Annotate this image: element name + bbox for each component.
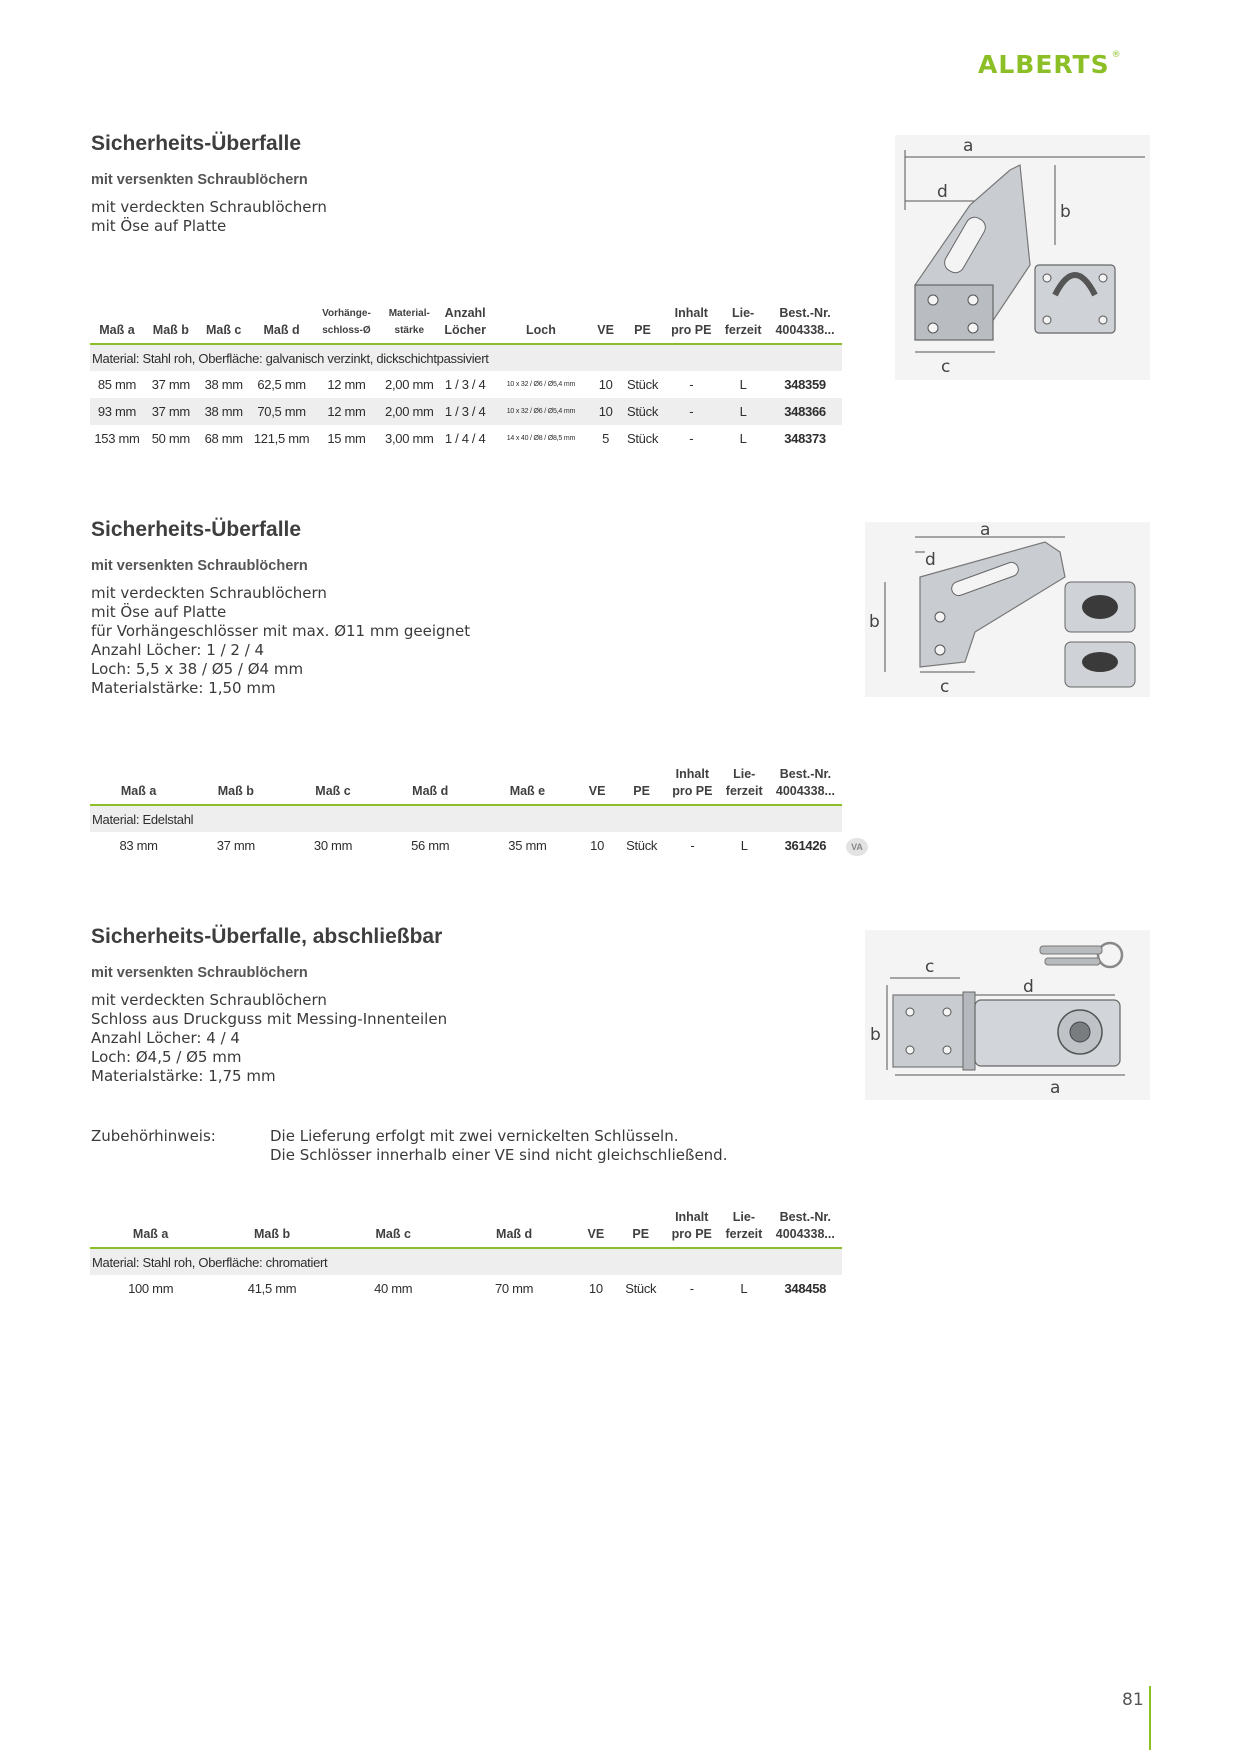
description-line: mit verdeckten Schraublöchern xyxy=(91,198,327,216)
cell-thickness: 3,00 mm xyxy=(385,431,434,446)
table-header-row xyxy=(90,764,842,805)
accessory-line: Die Schlösser innerhalb einer VE sind nicht gleichschließend. xyxy=(270,1146,728,1164)
cell-pe: Stück xyxy=(627,377,659,392)
cell-mass-a: 100 mm xyxy=(128,1281,174,1296)
col-header: Lie- ferzeit xyxy=(720,764,769,805)
cell-ve: 10 xyxy=(598,377,613,392)
cell-mass-d: 70,5 mm xyxy=(250,398,314,425)
cell-ve: 5 xyxy=(602,431,610,446)
cell-order-number: 348458 xyxy=(784,1281,827,1296)
cell-mass-b: 50 mm xyxy=(151,431,190,446)
dim-label-c: c xyxy=(940,677,950,697)
dim-label-a: a xyxy=(1050,1078,1061,1098)
accessory-note xyxy=(270,1127,727,1165)
section-subtitle: mit versenkten Schraublöchern xyxy=(91,172,308,188)
cell-order-number: 361426 xyxy=(784,838,827,853)
col-header: Maß e xyxy=(479,764,576,805)
cell-mass-c: 40 mm xyxy=(374,1281,413,1296)
col-header: Maß b xyxy=(211,1207,333,1248)
dim-label-b: b xyxy=(1060,202,1071,222)
description-line: Materialstärke: 1,75 mm xyxy=(91,1067,276,1085)
material-row xyxy=(90,805,842,832)
cell-mass-a: 85 mm xyxy=(97,377,137,392)
description-line: Anzahl Löcher: 1 / 2 / 4 xyxy=(91,641,265,659)
dim-label-c: c xyxy=(941,357,951,377)
product-image-1 xyxy=(895,135,1150,380)
cell-mass-c: 38 mm xyxy=(198,398,250,425)
cell-holes: 1 / 3 / 4 xyxy=(439,398,491,425)
table-row xyxy=(90,425,842,452)
table-row xyxy=(90,1275,842,1302)
cell-mass-b: 37 mm xyxy=(144,398,198,425)
col-header: Maß a xyxy=(90,1207,211,1248)
cell-holes: 1 / 4 / 4 xyxy=(444,431,486,446)
col-header: Maß a xyxy=(90,764,187,805)
col-header: Maß d xyxy=(382,764,479,805)
cell-mass-c: 38 mm xyxy=(204,377,243,392)
cell-padlock: 12 mm xyxy=(314,398,380,425)
col-header: Lie- ferzeit xyxy=(719,1207,768,1248)
dim-label-a: a xyxy=(980,522,991,540)
description-line: Loch: Ø4,5 / Ø5 mm xyxy=(91,1048,242,1066)
description-line: mit Öse auf Platte xyxy=(91,603,227,621)
description-line: Loch: 5,5 x 38 / Ø5 / Ø4 mm xyxy=(91,660,304,678)
col-header: Maß b xyxy=(187,764,284,805)
dim-label-c: c xyxy=(925,957,935,977)
cell-padlock: 15 mm xyxy=(327,431,366,446)
col-header: VE xyxy=(576,764,618,805)
cell-mass-d: 70 mm xyxy=(494,1281,534,1296)
cell-ve: 10 xyxy=(591,398,621,425)
col-header: Maß c xyxy=(198,303,250,344)
cell-mass-a: 83 mm xyxy=(119,838,158,853)
cell-order-number: 348366 xyxy=(768,398,842,425)
col-header: VE xyxy=(575,1207,618,1248)
col-header: PE xyxy=(618,764,665,805)
col-header: Inhalt pro PE xyxy=(664,303,718,344)
table-row xyxy=(90,398,842,425)
col-header: Inhalt pro PE xyxy=(664,1207,719,1248)
dim-label-d: d xyxy=(925,550,936,570)
cell-pe: Stück xyxy=(621,398,665,425)
description-line: mit verdeckten Schraublöchern xyxy=(91,991,327,1009)
product-table-3 xyxy=(90,1207,842,1302)
product-table-1 xyxy=(90,303,842,452)
cell-ve: 10 xyxy=(590,838,605,853)
section-title: Sicherheits-Überfalle, abschließbar xyxy=(91,925,443,948)
col-header: Maß a xyxy=(90,303,144,344)
description-line: mit Öse auf Platte xyxy=(91,217,227,235)
col-header: Maß c xyxy=(284,764,381,805)
cell-mass-a: 153 mm xyxy=(94,431,140,446)
cell-pe: Stück xyxy=(625,1281,657,1296)
material-cell: Material: Stahl roh, Oberfläche: chromatiert xyxy=(90,1248,842,1275)
material-cell: Material: Edelstahl xyxy=(90,805,842,832)
cell-delivery: L xyxy=(739,377,747,392)
description-line: Materialstärke: 1,50 mm xyxy=(91,679,276,697)
dim-label-d: d xyxy=(1023,977,1034,997)
table-header-row xyxy=(90,303,842,344)
description-line: für Vorhängeschlösser mit max. Ø11 mm geeignet xyxy=(91,622,471,640)
material-row xyxy=(90,1248,842,1275)
col-header: Material- stärke xyxy=(379,303,439,344)
cell-thickness: 2,00 mm xyxy=(379,398,439,425)
table-row xyxy=(90,371,842,398)
description-line: Schloss aus Druckguss mit Messing-Innenteilen xyxy=(91,1010,448,1028)
dim-label-b: b xyxy=(869,612,880,632)
cell-delivery: L xyxy=(740,838,748,853)
cell-order-number: 348373 xyxy=(784,431,826,446)
page-number: 81 xyxy=(1122,1690,1144,1710)
col-header: Best.-Nr. 4004338... xyxy=(769,1207,842,1248)
staple-plate-shape xyxy=(1035,265,1115,333)
section-title: Sicherheits-Überfalle xyxy=(91,518,302,541)
col-header: PE xyxy=(617,1207,664,1248)
registered-mark: ® xyxy=(1111,50,1122,60)
table-row xyxy=(90,832,842,859)
cell-order-number: 348359 xyxy=(784,377,826,392)
cell-ve: 10 xyxy=(588,1281,603,1296)
cell-mass-c: 30 mm xyxy=(313,838,353,853)
section-subtitle: mit versenkten Schraublöchern xyxy=(91,558,308,574)
col-header: Maß c xyxy=(333,1207,454,1248)
col-header: Best.-Nr. 4004338... xyxy=(769,764,842,805)
cell-mass-d: 56 mm xyxy=(411,838,450,853)
cell-mass-b: 37 mm xyxy=(216,838,255,853)
cell-mass-d: 62,5 mm xyxy=(257,377,306,392)
material-cell: Material: Stahl roh, Oberfläche: galvanisch verzinkt, dickschichtpassiviert xyxy=(90,344,842,371)
brand-logo xyxy=(978,50,1122,79)
cell-content: - xyxy=(689,377,694,392)
cell-mass-b: 41,5 mm xyxy=(247,1281,297,1296)
description-line: mit verdeckten Schraublöchern xyxy=(91,584,327,602)
col-header: Lie- ferzeit xyxy=(718,303,768,344)
cell-mass-e: 35 mm xyxy=(508,838,547,853)
col-header: PE xyxy=(621,303,665,344)
cell-hole: 10 x 32 / Ø6 / Ø5,4 mm xyxy=(491,398,591,425)
product-image-2 xyxy=(865,522,1150,697)
section-title: Sicherheits-Überfalle xyxy=(91,132,302,155)
cell-hole: 10 x 32 / Ø6 / Ø5,4 mm xyxy=(506,381,576,388)
product-image-3 xyxy=(865,930,1150,1100)
material-badge-va: VA xyxy=(846,838,868,856)
cell-content: - xyxy=(689,1281,694,1296)
col-header: Vorhänge- schloss-Ø xyxy=(314,303,380,344)
cell-content: - xyxy=(690,838,695,853)
cell-delivery: L xyxy=(739,431,747,446)
col-header: Inhalt pro PE xyxy=(665,764,720,805)
cell-delivery: L xyxy=(740,1281,748,1296)
cell-mass-d: 121,5 mm xyxy=(253,431,310,446)
col-header: Loch xyxy=(491,303,591,344)
brand-name: ALBERTS xyxy=(978,50,1110,79)
cell-hole: 14 x 40 / Ø8 / Ø8,5 mm xyxy=(506,435,576,442)
cell-content: - xyxy=(664,398,718,425)
material-row xyxy=(90,344,842,371)
cell-content: - xyxy=(689,431,694,446)
cell-mass-a: 93 mm xyxy=(90,398,144,425)
accessory-label: Zubehörhinweis: xyxy=(91,1127,216,1145)
product-table-2 xyxy=(90,764,842,859)
col-header: Anzahl Löcher xyxy=(439,303,491,344)
cell-mass-b: 37 mm xyxy=(151,377,190,392)
page-accent-bar xyxy=(1149,1686,1151,1750)
col-header: VE xyxy=(591,303,621,344)
section-subtitle: mit versenkten Schraublöchern xyxy=(91,965,308,981)
col-header: Maß d xyxy=(454,1207,575,1248)
dim-label-a: a xyxy=(963,136,974,156)
lock-hasp-shape xyxy=(893,992,1120,1070)
cell-pe: Stück xyxy=(627,431,659,446)
dim-label-b: b xyxy=(870,1025,881,1045)
cell-pe: Stück xyxy=(626,838,658,853)
cell-padlock: 12 mm xyxy=(327,377,366,392)
table-header-row xyxy=(90,1207,842,1248)
cell-mass-c: 68 mm xyxy=(204,431,243,446)
cell-thickness: 2,00 mm xyxy=(385,377,434,392)
col-header: Maß b xyxy=(144,303,198,344)
cell-delivery: L xyxy=(718,398,768,425)
cell-holes: 1 / 3 / 4 xyxy=(444,377,486,392)
col-header: Maß d xyxy=(250,303,314,344)
accessory-line: Die Lieferung erfolgt mit zwei vernickelten Schlüsseln. xyxy=(270,1127,679,1145)
dim-label-d: d xyxy=(937,182,948,202)
description-line: Anzahl Löcher: 4 / 4 xyxy=(91,1029,240,1047)
col-header: Best.-Nr. 4004338... xyxy=(768,303,842,344)
